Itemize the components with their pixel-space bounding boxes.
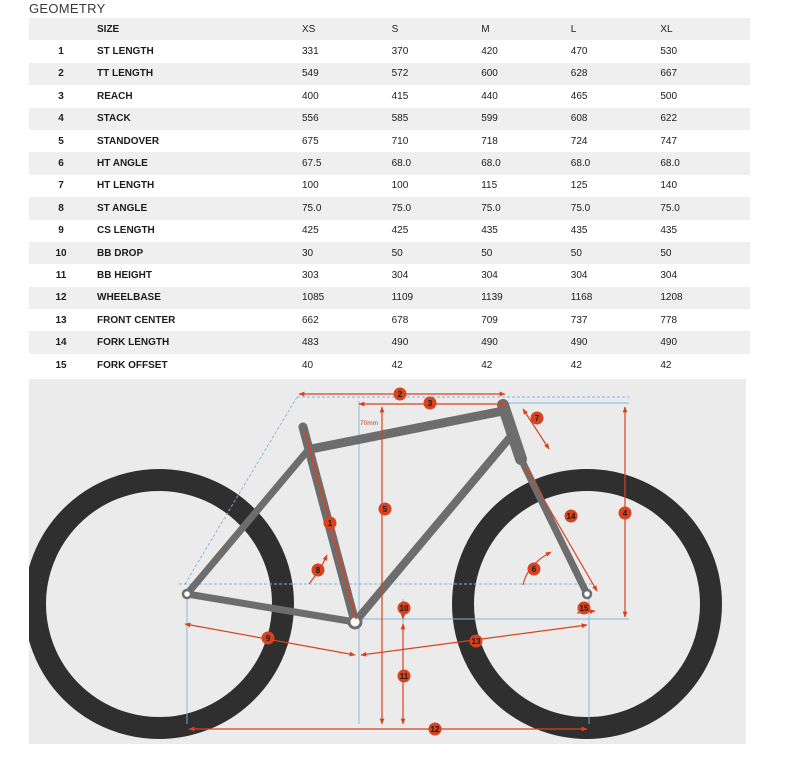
table-row — [29, 85, 750, 107]
header-size-l: L — [571, 18, 661, 40]
header-number-cell — [29, 18, 97, 40]
svg-text:13: 13 — [471, 637, 481, 646]
row-value: 490 — [571, 331, 661, 353]
svg-text:8: 8 — [315, 566, 321, 575]
row-value: 1139 — [481, 287, 571, 309]
row-number: 15 — [29, 354, 97, 376]
row-label: FORK LENGTH — [97, 331, 302, 353]
row-value: 1208 — [660, 287, 750, 309]
table-body — [29, 40, 750, 376]
header-size-xl: XL — [660, 18, 750, 40]
row-number: 8 — [29, 197, 97, 219]
row-label: ST ANGLE — [97, 197, 302, 219]
row-value: 500 — [660, 85, 750, 107]
row-value: 75.0 — [571, 197, 661, 219]
row-value: 125 — [571, 175, 661, 197]
marker-13 — [470, 635, 483, 648]
row-number: 14 — [29, 331, 97, 353]
marker-4 — [619, 507, 632, 520]
row-number: 12 — [29, 287, 97, 309]
row-value: 556 — [302, 108, 392, 130]
row-value: 628 — [571, 63, 661, 85]
header-size-s: S — [392, 18, 482, 40]
row-label: HT LENGTH — [97, 175, 302, 197]
row-number: 10 — [29, 242, 97, 264]
row-label: TT LENGTH — [97, 63, 302, 85]
table-row — [29, 130, 750, 152]
geometry-table — [29, 18, 750, 376]
row-value: 667 — [660, 63, 750, 85]
row-number: 2 — [29, 63, 97, 85]
row-value: 50 — [571, 242, 661, 264]
marker-9 — [262, 632, 275, 645]
row-value: 68.0 — [571, 152, 661, 174]
row-number: 4 — [29, 108, 97, 130]
chain-stay — [187, 594, 355, 622]
row-value: 75.0 — [392, 197, 482, 219]
row-value: 304 — [392, 264, 482, 286]
seat-stay — [187, 449, 309, 594]
row-value: 678 — [392, 309, 482, 331]
table-row — [29, 175, 750, 197]
row-value: 608 — [571, 108, 661, 130]
marker-6 — [528, 563, 541, 576]
row-label: STANDOVER — [97, 130, 302, 152]
svg-text:10: 10 — [399, 604, 409, 613]
row-value: 50 — [392, 242, 482, 264]
row-value: 622 — [660, 108, 750, 130]
row-value: 304 — [481, 264, 571, 286]
row-number: 5 — [29, 130, 97, 152]
marker-5 — [379, 503, 392, 516]
row-value: 415 — [392, 85, 482, 107]
row-number: 7 — [29, 175, 97, 197]
row-value: 599 — [481, 108, 571, 130]
top-tube — [311, 411, 503, 449]
offset-note-label: 70mm — [360, 420, 379, 427]
marker-7 — [531, 412, 544, 425]
row-label: CS LENGTH — [97, 220, 302, 242]
header-size-label: SIZE — [97, 18, 302, 40]
table-header-row — [29, 18, 750, 40]
svg-text:6: 6 — [531, 565, 537, 574]
row-value: 1085 — [302, 287, 392, 309]
row-value: 490 — [481, 331, 571, 353]
table-row — [29, 354, 750, 376]
header-size-xs: XS — [302, 18, 392, 40]
table-row — [29, 63, 750, 85]
row-value: 75.0 — [302, 197, 392, 219]
row-value: 75.0 — [660, 197, 750, 219]
row-value: 42 — [571, 354, 661, 376]
svg-text:2: 2 — [397, 390, 403, 399]
row-value: 549 — [302, 63, 392, 85]
row-value: 483 — [302, 331, 392, 353]
svg-text:1: 1 — [327, 519, 333, 528]
svg-text:4: 4 — [622, 509, 628, 518]
svg-text:12: 12 — [430, 725, 440, 734]
row-value: 724 — [571, 130, 661, 152]
row-value: 115 — [481, 175, 571, 197]
row-value: 1109 — [392, 287, 482, 309]
marker-12 — [429, 723, 442, 736]
marker-11 — [398, 670, 411, 683]
row-value: 68.0 — [481, 152, 571, 174]
svg-text:3: 3 — [427, 399, 433, 408]
row-value: 400 — [302, 85, 392, 107]
row-value: 304 — [571, 264, 661, 286]
row-label: ST LENGTH — [97, 40, 302, 62]
row-value: 435 — [660, 220, 750, 242]
table-row — [29, 108, 750, 130]
row-value: 50 — [481, 242, 571, 264]
row-value: 68.0 — [660, 152, 750, 174]
row-value: 304 — [660, 264, 750, 286]
row-number: 1 — [29, 40, 97, 62]
row-label: WHEELBASE — [97, 287, 302, 309]
table-row — [29, 40, 750, 62]
rear-axle — [183, 590, 191, 598]
row-value: 465 — [571, 85, 661, 107]
table-row — [29, 242, 750, 264]
table-row — [29, 197, 750, 219]
row-value: 435 — [481, 220, 571, 242]
row-value: 140 — [660, 175, 750, 197]
head-tube — [503, 405, 521, 459]
header-size-m: M — [481, 18, 571, 40]
table-row — [29, 264, 750, 286]
marker-10 — [398, 602, 411, 615]
row-value: 778 — [660, 309, 750, 331]
row-value: 435 — [571, 220, 661, 242]
row-number: 3 — [29, 85, 97, 107]
row-value: 490 — [660, 331, 750, 353]
svg-text:7: 7 — [534, 414, 540, 423]
row-value: 572 — [392, 63, 482, 85]
table-row — [29, 220, 750, 242]
row-number: 6 — [29, 152, 97, 174]
row-value: 370 — [392, 40, 482, 62]
svg-text:5: 5 — [382, 505, 388, 514]
marker-2 — [394, 388, 407, 401]
marker-14 — [565, 510, 578, 523]
svg-text:14: 14 — [566, 512, 576, 521]
row-number: 13 — [29, 309, 97, 331]
row-value: 747 — [660, 130, 750, 152]
table-row — [29, 152, 750, 174]
row-value: 440 — [481, 85, 571, 107]
geometry-diagram — [29, 379, 746, 744]
front-axle — [583, 590, 591, 598]
row-label: HT ANGLE — [97, 152, 302, 174]
row-value: 30 — [302, 242, 392, 264]
row-value: 40 — [302, 354, 392, 376]
table-row — [29, 331, 750, 353]
row-value: 42 — [481, 354, 571, 376]
row-value: 68.0 — [392, 152, 482, 174]
row-value: 425 — [302, 220, 392, 242]
row-value: 100 — [302, 175, 392, 197]
row-value: 662 — [302, 309, 392, 331]
row-label: REACH — [97, 85, 302, 107]
dimension-markers — [262, 388, 632, 736]
row-value: 710 — [392, 130, 482, 152]
row-value: 425 — [392, 220, 482, 242]
marker-15 — [578, 602, 591, 615]
bike-geometry-illustration — [29, 379, 746, 744]
row-number: 9 — [29, 220, 97, 242]
marker-1 — [324, 517, 337, 530]
svg-text:15: 15 — [579, 604, 589, 613]
row-value: 331 — [302, 40, 392, 62]
row-label: BB DROP — [97, 242, 302, 264]
row-value: 67.5 — [302, 152, 392, 174]
page-title: GEOMETRY — [29, 1, 106, 16]
row-label: FRONT CENTER — [97, 309, 302, 331]
row-value: 50 — [660, 242, 750, 264]
row-value: 709 — [481, 309, 571, 331]
table-row — [29, 309, 750, 331]
table-row — [29, 287, 750, 309]
row-value: 420 — [481, 40, 571, 62]
row-value: 585 — [392, 108, 482, 130]
row-value: 1168 — [571, 287, 661, 309]
row-value: 75.0 — [481, 197, 571, 219]
row-value: 675 — [302, 130, 392, 152]
row-label: FORK OFFSET — [97, 354, 302, 376]
row-value: 530 — [660, 40, 750, 62]
row-label: BB HEIGHT — [97, 264, 302, 286]
row-value: 737 — [571, 309, 661, 331]
row-value: 470 — [571, 40, 661, 62]
row-value: 42 — [392, 354, 482, 376]
marker-8 — [312, 564, 325, 577]
svg-text:11: 11 — [399, 672, 409, 681]
row-value: 490 — [392, 331, 482, 353]
row-value: 42 — [660, 354, 750, 376]
marker-3 — [424, 397, 437, 410]
svg-text:9: 9 — [265, 634, 271, 643]
row-value: 100 — [392, 175, 482, 197]
row-value: 303 — [302, 264, 392, 286]
row-value: 718 — [481, 130, 571, 152]
row-label: STACK — [97, 108, 302, 130]
row-value: 600 — [481, 63, 571, 85]
row-number: 11 — [29, 264, 97, 286]
